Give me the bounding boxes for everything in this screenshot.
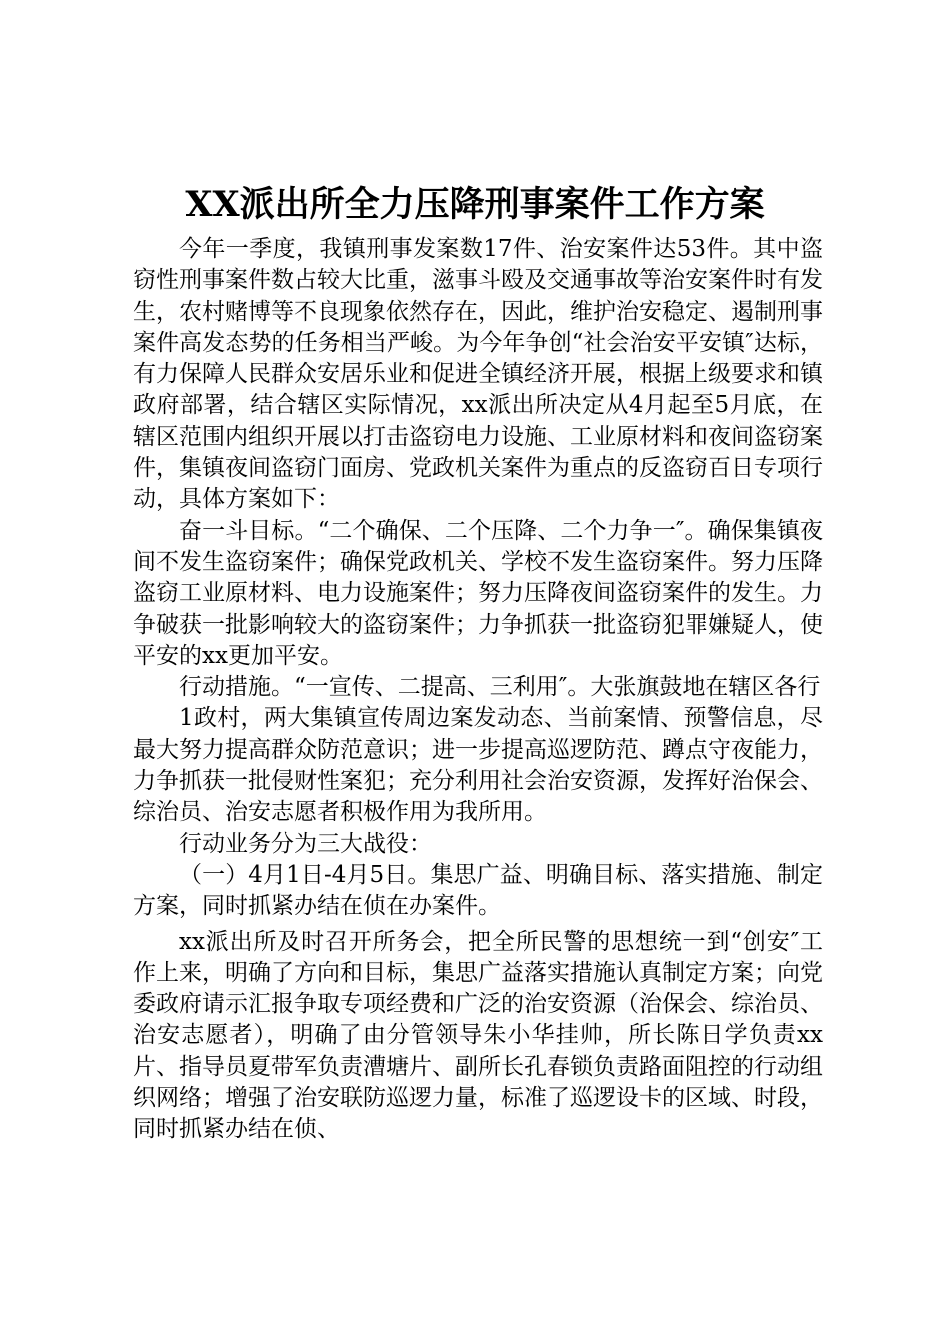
paragraph: 奋一斗目标。“二个确保、二个压降、二个力争一″。确保集镇夜间不发生盗窃案件；确保党政机关、学校不发生盗窃案件。努力压降盗窃工业原材料、电力设施案件；努力压降夜间盗窃案件的发生。力争破获一批影响较大的盗窃案件；力争抓获一批盗窃犯罪嫌疑人，使平安的xx更加平安。 <box>133 517 823 669</box>
paragraph: xx派出所及时召开所务会，把全所民警的思想统一到“创安″工作上来，明确了方向和目标，集思广益落实措施认真制定方案；向党委政府请示汇报争取专项经费和广泛的治安资源（治保会、综治员、治安志愿者），明确了由分管领导朱小华挂帅，所长陈日学负责xx片、指导员夏带军负责漕塘片、副所长孔春锁负责路面阻控的行动组织网络；增强了治安联防巡逻力量，标准了巡逻设卡的区域、时段，同时抓紧办结在侦、 <box>133 928 823 1143</box>
paragraph: （一）4月1日-4月5日。集思广益、明确目标、落实措施、制定方案，同时抓紧办结在侦在办案件。 <box>133 861 823 920</box>
paragraph: 今年一季度，我镇刑事发案数17件、治安案件达53件。其中盗窃性刑事案件数占较大比重，滋事斗殴及交通事故等治安案件时有发生，农村赌博等不良现象依然存在，因此，维护治安稳定、遏制刑事案件高发态势的任务相当严峻。为今年争创“社会治安平安镇″达标，有力保障人民群众安居乐业和促进全镇经济开展，根据上级要求和镇政府部署，结合辖区实际情况，xx派出所决定从4月起至5月底，在辖区范围内组织开展以打击盗窃电力设施、工业原材料和夜间盗窃案件，集镇夜间盗窃门面房、党政机关案件为重点的反盗窃百日专项行动，具体方案如下： <box>133 236 823 513</box>
paragraph: 行动措施。“一宣传、二提高、三利用″。大张旗鼓地在辖区各行 <box>179 674 821 701</box>
paragraph: 1政村，两大集镇宣传周边案发动态、当前案情、预警信息，尽最大努力提高群众防范意识；进一步提高巡逻防范、蹲点守夜能力，力争抓获一批侵财性案犯；充分利用社会治安资源，发挥好治保会、综治员、治安志愿者积极作用为我所用。 <box>133 705 823 826</box>
document-body <box>133 234 823 1146</box>
document-title: XX派出所全力压降刑事案件工作方案 <box>185 184 765 225</box>
paragraph: 行动业务分为三大战役： <box>179 830 432 857</box>
